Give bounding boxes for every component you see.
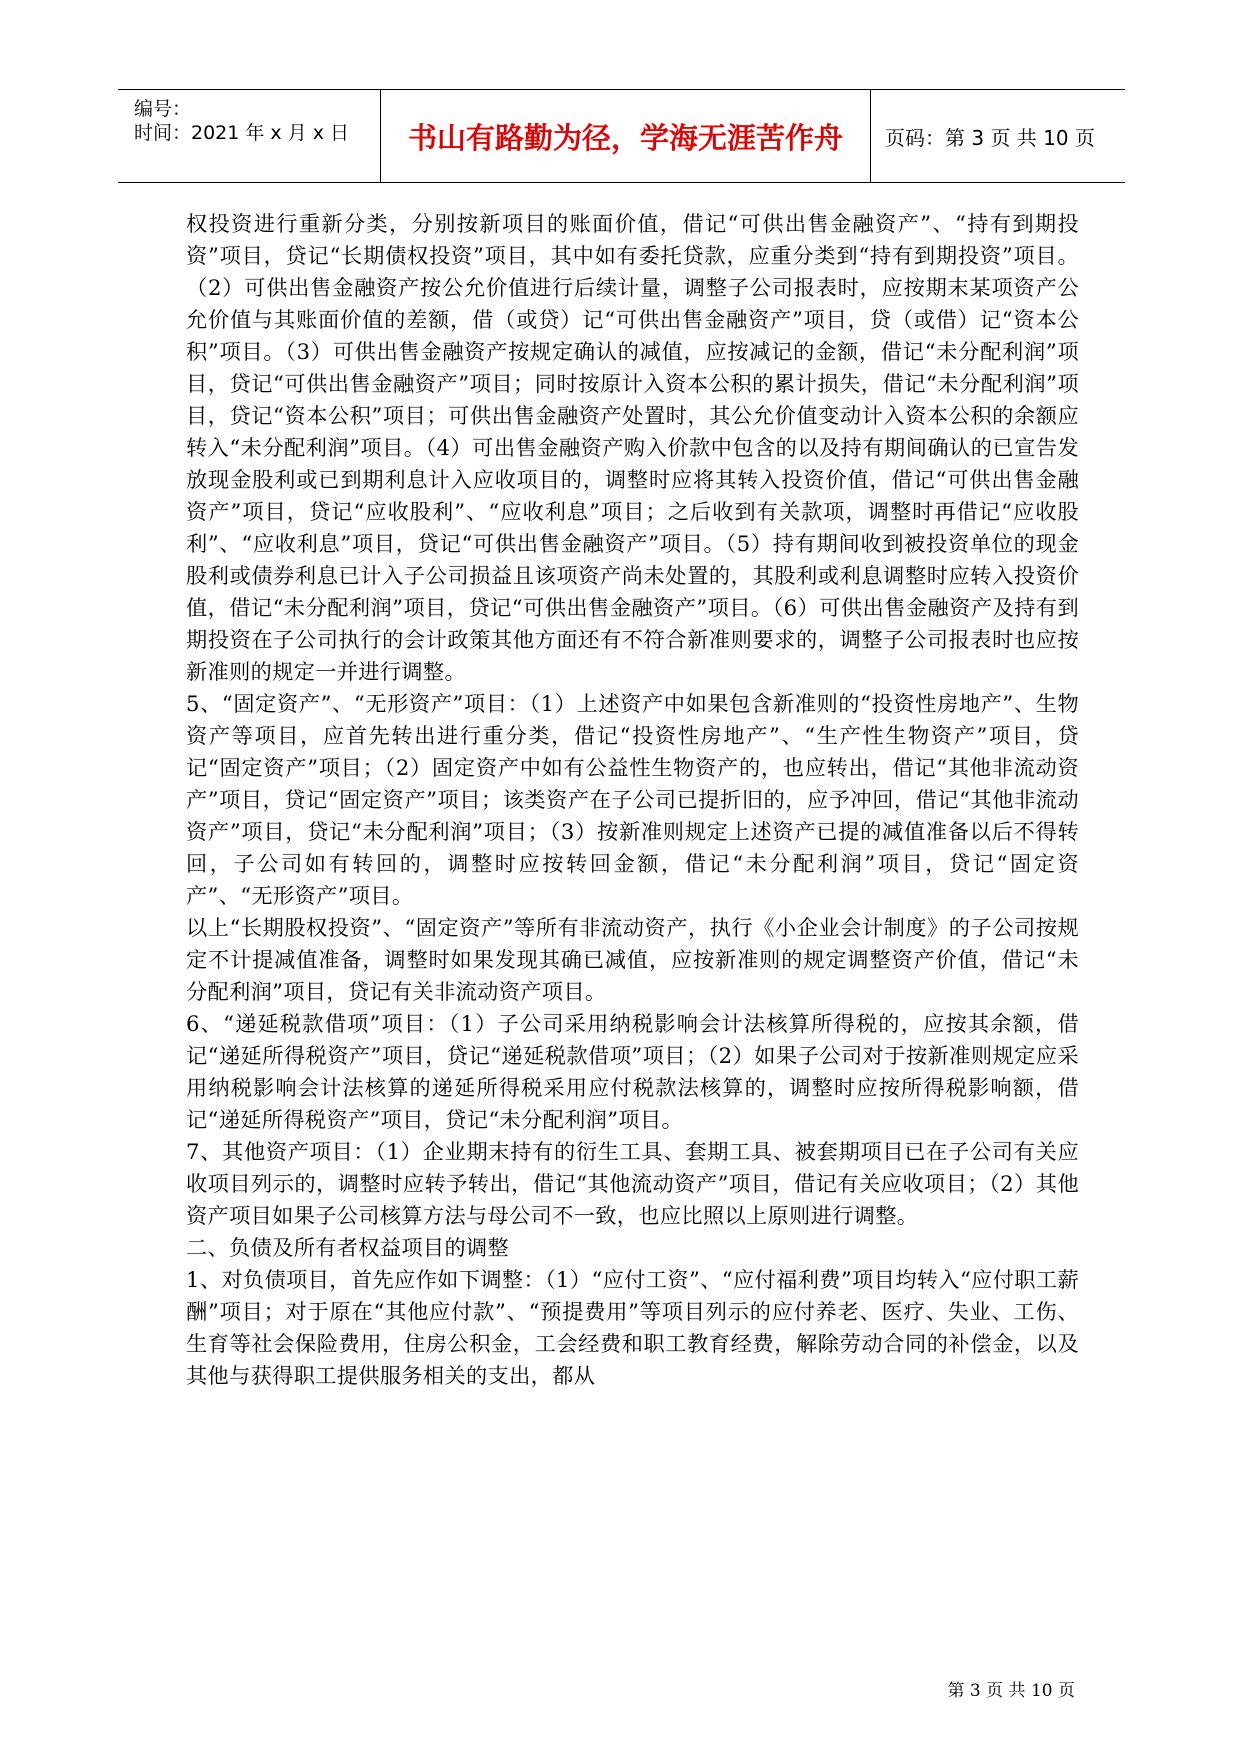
page-footer: 第 3 页 共 10 页 — [947, 1681, 1075, 1701]
paragraph: 1、对负债项目，首先应作如下调整：（1）“应付工资”、“应付福利费”项目均转入“应付职工薪酬”项目；对于原在“其他应付款”、“预提费用”等项目列示的应付养老、医疗、失业、工伤、生育等社会保险费用，住房公积金，工会经费和职工教育经费，解除劳动合同的补偿金，以及其他与获得职工提供服务相关的支出，都从 — [186, 1267, 1079, 1388]
paragraph: 权投资进行重新分类，分别按新项目的账面价值，借记“可供出售金融资产”、“持有到期投资”项目，贷记“长期债权投资”项目，其中如有委托贷款，应重分类到“持有到期投资”项目。（2）可供出售金融资产按公允价值进行后续计量，调整子公司报表时，应按期末某项资产公允价值与其账面价值的差额，借（或贷）记“可供出售金融资产”项目，贷（或借）记“资本公积”项目。（3）可供出售金融资产按规定确认的减值，应按减记的金额，借记“未分配利润”项目，贷记“可供出售金融资产”项目；同时按原计入资本公积的累计损失，借记“未分配利润”项目，贷记“资本公积”项目；可供出售金融资产处置时，其公允价值变动计入资本公积的余额应转入“未分配利润”项目。（4）可出售金融资产购入价款中包含的以及持有期间确认的已宣告发放现金股利或已到期利息计入应收项目的，调整时应将其转入投资价值，借记“可供出售金融资产”项目，贷记“应收股利”、“应收利息”项目；之后收到有关款项，调整时再借记“应收股利”、“应收利息”项目，贷记“可供出售金融资产”项目。（5）持有期间收到被投资单位的现金股利或债券利息已计入子公司损益且该项资产尚未处置的，其股利或利息调整时应转入投资价值，借记“未分配利润”项目，贷记“可供出售金融资产”项目。（6）可供出售金融资产及持有到期投资在子公司执行的会计政策其他方面还有不符合新准则要求的，调整子公司报表时也应按新准则的规定一并进行调整。 — [186, 211, 1079, 684]
document-number-label: 编号： — [134, 98, 192, 120]
header-motto-cell — [381, 90, 871, 182]
document-time: 时间：2021 年 x 月 x 日 — [134, 122, 350, 144]
header-meta-cell — [118, 90, 381, 182]
paragraph: 6、“递延税款借项”项目：（1）子公司采用纳税影响会计法核算所得税的，应按其余额，借记“递延所得税资产”项目，贷记“递延税款借项”项目；（2）如果子公司对于按新准则规定应采用纳税影响会计法核算的递延所得税采用应付税款法核算的，调整时应按所得税影响额，借记“递延所得税资产”项目，贷记“未分配利润”项目。 — [186, 1011, 1079, 1132]
motto-text: 书山有路勤为径，学海无涯苦作舟 — [407, 120, 843, 155]
page-header — [118, 89, 1125, 183]
header-page-cell — [871, 90, 1125, 182]
header-page-info: 页码：第 3 页 共 10 页 — [885, 125, 1095, 150]
paragraph: 5、“固定资产”、“无形资产”项目：（1）上述资产中如果包含新准则的“投资性房地产”、生物资产等项目，应首先转出进行重分类，借记“投资性房地产”、“生产性生物资产”项目，贷记“固定资产”项目；（2）固定资产中如有公益性生物资产的，也应转出，借记“其他非流动资产”项目，贷记“固定资产”项目；该类资产在子公司已提折旧的，应予冲回，借记“其他非流动资产”项目，贷记“未分配利润”项目；（3）按新准则规定上述资产已提的减值准备以后不得转回，子公司如有转回的，调整时应按转回金额，借记“未分配利润”项目，贷记“固定资产”、“无形资产”项目。 — [186, 691, 1079, 908]
paragraph: 7、其他资产项目：（1）企业期末持有的衍生工具、套期工具、被套期项目已在子公司有关应收项目列示的，调整时应转予转出，借记“其他流动资产”项目，借记有关应收项目；（2）其他资产项目如果子公司核算方法与母公司不一致，也应比照以上原则进行调整。 — [186, 1139, 1079, 1228]
paragraph: 以上“长期股权投资”、“固定资产”等所有非流动资产，执行《小企业会计制度》的子公司按规定不计提减值准备，调整时如果发现其确已减值，应按新准则的规定调整资产价值，借记“未分配利润”项目，贷记有关非流动资产项目。 — [186, 915, 1079, 1004]
document-body — [186, 208, 1079, 1392]
section-heading: 二、负债及所有者权益项目的调整 — [186, 1235, 510, 1260]
